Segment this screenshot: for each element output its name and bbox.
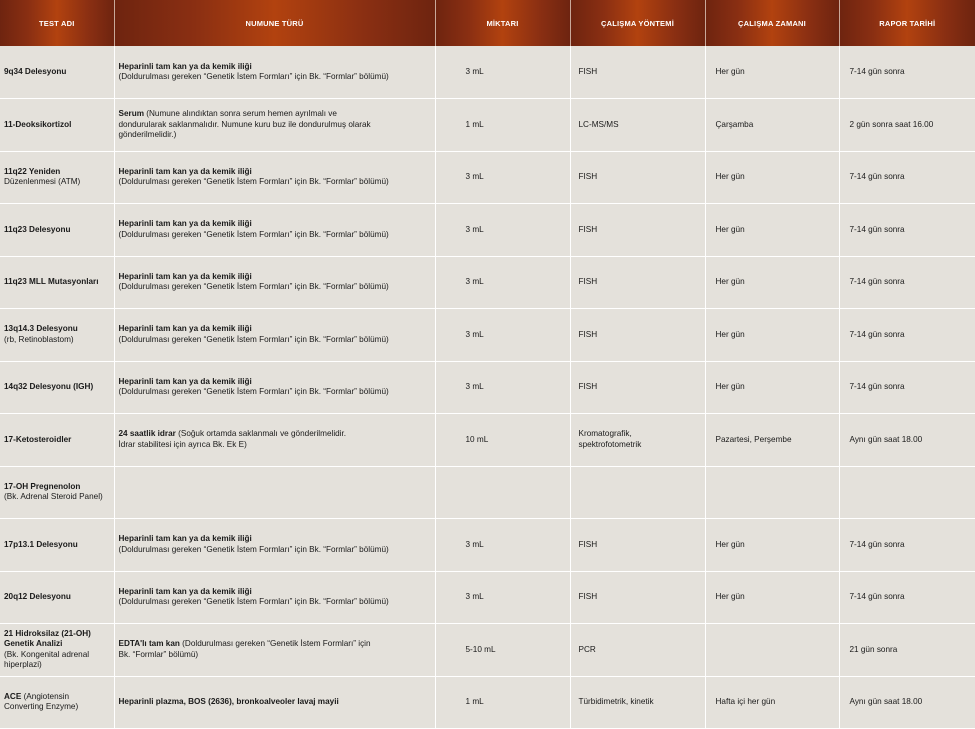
header-amount: MİKTARI — [435, 0, 570, 46]
table-row — [0, 519, 975, 572]
sample-note: (Doldurulması gereken “Genetik İstem Formları” için Bk. “Formlar” bölümü) — [118, 597, 389, 607]
schedule-cell: Her gün — [705, 204, 839, 257]
method-line2: spektrofotometrik — [578, 439, 642, 449]
schedule-cell: Her gün — [705, 361, 839, 414]
sample-note: (Doldurulması gereken “Genetik İstem Formları” için Bk. “Formlar” bölümü) — [118, 544, 389, 554]
sample-type-cell — [114, 151, 435, 204]
sample-lead: Heparinli tam kan ya da kemik iliği — [118, 586, 252, 596]
amount-cell: 10 mL — [435, 414, 570, 467]
test-name-sub2: hiperplazi) — [4, 660, 42, 670]
sample-lead: Heparinli tam kan ya da kemik iliği — [118, 534, 252, 544]
report-cell: 7-14 gün sonra — [839, 256, 975, 309]
sample-lead: Heparinli tam kan ya da kemik iliği — [118, 166, 252, 176]
table-row — [0, 256, 975, 309]
schedule-cell: Çarşamba — [705, 99, 839, 152]
report-cell: 7-14 gün sonra — [839, 361, 975, 414]
report-cell: 7-14 gün sonra — [839, 204, 975, 257]
report-cell: Aynı gün saat 18.00 — [839, 676, 975, 729]
method-cell: Türbidimetrik, kinetik — [570, 676, 705, 729]
test-name: 14q32 Delesyonu (IGH) — [4, 382, 94, 391]
table-row — [0, 99, 975, 152]
table-row — [0, 151, 975, 204]
amount-cell: 3 mL — [435, 151, 570, 204]
schedule-cell: Her gün — [705, 256, 839, 309]
method-cell — [570, 466, 705, 519]
sample-type-cell — [114, 361, 435, 414]
method-cell — [570, 414, 705, 467]
schedule-cell: Her gün — [705, 46, 839, 99]
test-name: ACE — [4, 691, 22, 701]
sample-type-cell — [114, 99, 435, 152]
sample-note-line3: gönderilmelidir.) — [118, 130, 177, 139]
table-row — [0, 676, 975, 729]
sample-type-cell — [114, 414, 435, 467]
amount-cell — [435, 466, 570, 519]
sample-type-cell — [114, 676, 435, 729]
report-cell: Aynı gün saat 18.00 — [839, 414, 975, 467]
method-cell: LC-MS/MS — [570, 99, 705, 152]
amount-cell: 1 mL — [435, 676, 570, 729]
schedule-cell: Pazartesi, Perşembe — [705, 414, 839, 467]
sample-type-cell — [114, 309, 435, 362]
sample-lead: Heparinli tam kan ya da kemik iliği — [118, 219, 252, 229]
test-name: 21 Hidroksilaz (21-OH) — [4, 628, 91, 638]
test-name: 11-Deoksikortizol — [4, 119, 72, 129]
test-name-cell — [0, 204, 114, 257]
sample-type-cell — [114, 256, 435, 309]
test-name-sub: Converting Enzyme) — [4, 702, 79, 712]
test-name-sub: (Bk. Adrenal Steroid Panel) — [4, 492, 103, 502]
header-report-date: RAPOR TARİHİ — [839, 0, 975, 46]
report-cell: 7-14 gün sonra — [839, 519, 975, 572]
table-row — [0, 204, 975, 257]
method-line1: Kromatografik, — [578, 429, 632, 439]
sample-note-line2: Bk. “Formlar” bölümü) — [118, 649, 199, 659]
schedule-cell — [705, 466, 839, 519]
test-name-cell — [0, 99, 114, 152]
amount-cell: 3 mL — [435, 46, 570, 99]
table-row — [0, 414, 975, 467]
header-method: ÇALIŞMA YÖNTEMİ — [570, 0, 705, 46]
report-cell: 7-14 gün sonra — [839, 46, 975, 99]
sample-note: (Doldurulması gereken “Genetik İstem Formları” için Bk. “Formlar” bölümü) — [118, 282, 389, 292]
sample-note: (Numune alındıktan sonra serum hemen ayrılmalı ve — [143, 109, 337, 118]
method-cell: FISH — [570, 309, 705, 362]
test-name-cell — [0, 519, 114, 572]
method-cell: FISH — [570, 204, 705, 257]
method-cell: PCR — [570, 624, 705, 677]
amount-cell: 3 mL — [435, 204, 570, 257]
report-cell — [839, 466, 975, 519]
report-cell: 21 gün sonra — [839, 624, 975, 677]
test-name: 13q14.3 Delesyonu — [4, 324, 78, 334]
header-test-name: TEST ADI — [0, 0, 114, 46]
sample-type-cell — [114, 571, 435, 624]
amount-cell: 1 mL — [435, 99, 570, 152]
test-name-cell — [0, 676, 114, 729]
sample-lead: Heparinli tam kan ya da kemik iliği — [118, 324, 252, 334]
sample-type-cell — [114, 466, 435, 519]
test-name: 20q12 Delesyonu — [4, 592, 71, 601]
sample-type-cell — [114, 624, 435, 677]
sample-lead: Heparinli tam kan ya da kemik iliği — [118, 271, 252, 281]
amount-cell: 3 mL — [435, 519, 570, 572]
method-cell: FISH — [570, 46, 705, 99]
report-cell: 7-14 gün sonra — [839, 309, 975, 362]
table-row — [0, 309, 975, 362]
method-cell: FISH — [570, 571, 705, 624]
test-name-cell — [0, 46, 114, 99]
report-cell: 2 gün sonra saat 16.00 — [839, 99, 975, 152]
test-name: 11q22 Yeniden — [4, 166, 61, 176]
sample-note: (Doldurulması gereken “Genetik İstem Formları” için Bk. “Formlar” bölümü) — [118, 229, 389, 239]
test-name-cell — [0, 256, 114, 309]
test-name-rest: (Angiotensin — [21, 691, 70, 701]
sample-lead: EDTA'lı tam kan — [118, 639, 180, 649]
header-schedule: ÇALIŞMA ZAMANI — [705, 0, 839, 46]
table-row — [0, 624, 975, 677]
test-name: 17p13.1 Delesyonu — [4, 539, 78, 549]
schedule-cell: Her gün — [705, 309, 839, 362]
test-name-cell — [0, 414, 114, 467]
sample-lead: Heparinli tam kan ya da kemik iliği — [118, 61, 252, 71]
sample-note: (Doldurulması gereken “Genetik İstem Formları” için Bk. “Formlar” bölümü) — [118, 72, 389, 81]
sample-note-line2: dondurularak saklanmalıdır. Numune kuru buz ile dondurulmuş olarak — [118, 119, 371, 129]
amount-cell: 3 mL — [435, 309, 570, 362]
test-name-sub: (Bk. Kongenital adrenal — [4, 649, 90, 659]
test-name-cell — [0, 624, 114, 677]
sample-note: (Doldurulması gereken “Genetik İstem Formları” için Bk. “Formlar” bölümü) — [118, 177, 389, 187]
sample-type-cell — [114, 204, 435, 257]
sample-note-line2: İdrar stabilitesi için ayrıca Bk. Ek E) — [118, 439, 247, 449]
sample-lead: 24 saatlik idrar — [118, 429, 176, 439]
test-name: 9q34 Delesyonu — [4, 66, 67, 76]
test-name-cell — [0, 571, 114, 624]
sample-note: (Doldurulması gereken “Genetik İstem Formları” için — [179, 639, 371, 649]
method-cell: FISH — [570, 151, 705, 204]
sample-type-cell — [114, 46, 435, 99]
test-name-cell — [0, 361, 114, 414]
sample-type-cell — [114, 519, 435, 572]
schedule-cell: Her gün — [705, 571, 839, 624]
test-name: 11q23 Delesyonu — [4, 224, 71, 234]
test-name-cell — [0, 466, 114, 519]
schedule-cell: Hafta içi her gün — [705, 676, 839, 729]
table-row — [0, 571, 975, 624]
method-cell: FISH — [570, 519, 705, 572]
method-cell: FISH — [570, 361, 705, 414]
test-name-cell — [0, 151, 114, 204]
report-cell: 7-14 gün sonra — [839, 151, 975, 204]
test-name: 11q23 MLL Mutasyonları — [4, 277, 99, 286]
method-cell: FISH — [570, 256, 705, 309]
amount-cell: 3 mL — [435, 256, 570, 309]
schedule-cell: Her gün — [705, 151, 839, 204]
test-name: 17-OH Pregnenolon — [4, 481, 81, 491]
sample-note: (Soğuk ortamda saklanmalı ve gönderilmelidir. — [175, 429, 347, 439]
header-row — [0, 0, 975, 46]
sample-lead: Heparinli tam kan ya da kemik iliği — [118, 376, 252, 386]
test-name-sub: Düzenlenmesi (ATM) — [4, 177, 81, 187]
header-sample-type: NUMUNE TÜRÜ — [114, 0, 435, 46]
sample-note: (Doldurulması gereken “Genetik İstem Formları” için Bk. “Formlar” bölümü) — [118, 387, 389, 397]
test-name-sub: (rb, Retinoblastom) — [4, 334, 74, 344]
test-name: 17-Ketosteroidler — [4, 434, 72, 444]
sample-lead: Serum — [118, 109, 144, 118]
amount-cell: 5-10 mL — [435, 624, 570, 677]
sample-lead: Heparinli plazma, BOS (2636), bronkoalveoler lavaj mayii — [118, 697, 339, 706]
amount-cell: 3 mL — [435, 571, 570, 624]
schedule-cell: Her gün — [705, 519, 839, 572]
table-row — [0, 361, 975, 414]
amount-cell: 3 mL — [435, 361, 570, 414]
table-row — [0, 46, 975, 99]
table-row — [0, 466, 975, 519]
test-name-cell — [0, 309, 114, 362]
test-name-line2: Genetik Analizi — [4, 639, 63, 649]
report-cell: 7-14 gün sonra — [839, 571, 975, 624]
schedule-cell — [705, 624, 839, 677]
sample-note: (Doldurulması gereken “Genetik İstem Formları” için Bk. “Formlar” bölümü) — [118, 334, 389, 344]
